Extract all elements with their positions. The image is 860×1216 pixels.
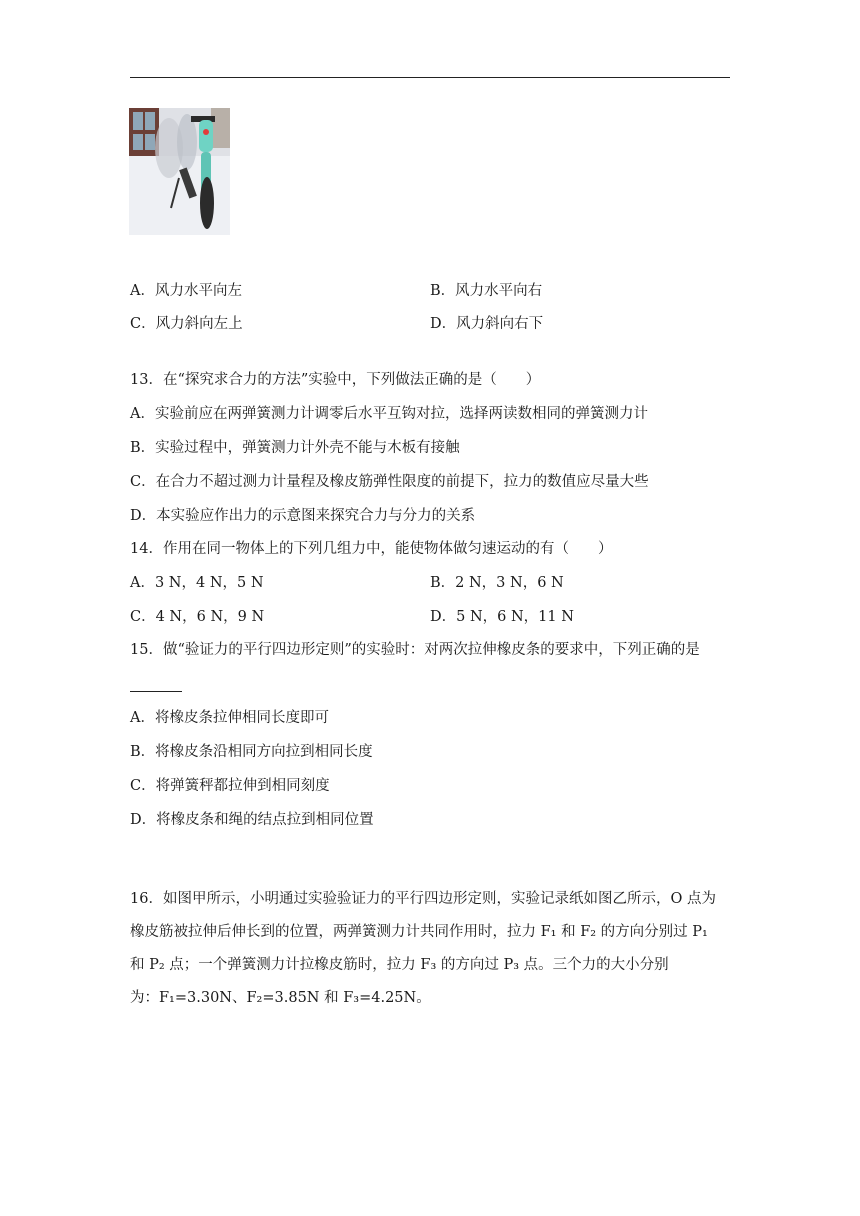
q15-stem: 15．做“验证力的平行四边形定则”的实验时：对两次拉伸橡皮条的要求中，下列正确的是 <box>130 642 700 658</box>
q14-option-d: D．5 N，6 N，11 N <box>430 609 574 625</box>
q12-option-d: D．风力斜向右下 <box>430 316 544 332</box>
q15-option-b: B．将橡皮条沿相同方向拉到相同长度 <box>130 744 373 760</box>
q14-stem: 14．作用在同一物体上的下列几组力中，能使物体做匀速运动的有（ ） <box>130 541 613 557</box>
q16-line-2: 橡皮筋被拉伸后伸长到的位置，两弹簧测力计共同作用时，拉力 F₁ 和 F₂ 的方向分别过 P₁ <box>130 924 708 940</box>
q16-line-1: 16．如图甲所示，小明通过实验验证力的平行四边形定则，实验记录纸如图乙所示，O 点为 <box>130 891 716 907</box>
q13-stem: 13．在“探究求合力的方法”实验中，下列做法正确的是（ ） <box>130 372 541 388</box>
bicycle-snow-image <box>129 108 230 235</box>
q16-line-4: 为：F₁=3.30N、F₂=3.85N 和 F₃=4.25N。 <box>130 990 431 1006</box>
q14-option-c: C．4 N，6 N，9 N <box>130 609 265 625</box>
q13-option-d: D．本实验应作出力的示意图来探究合力与分力的关系 <box>130 508 476 524</box>
q12-option-c: C．风力斜向左上 <box>130 316 243 332</box>
q15-option-d: D．将橡皮条和绳的结点拉到相同位置 <box>130 812 374 828</box>
q15-option-c: C．将弹簧秤都拉伸到相同刻度 <box>130 778 330 794</box>
q15-option-a: A．将橡皮条拉伸相同长度即可 <box>130 710 329 726</box>
header-rule <box>130 77 730 78</box>
q13-option-c: C．在合力不超过测力计量程及橡皮筋弹性限度的前提下，拉力的数值应尽量大些 <box>130 474 649 490</box>
q12-option-a: A．风力水平向左 <box>130 283 242 299</box>
q15-answer-blank <box>130 691 182 692</box>
q16-line-3: 和 P₂ 点；一个弹簧测力计拉橡皮筋时，拉力 F₃ 的方向过 P₃ 点。三个力的大小分别 <box>130 957 669 973</box>
q13-option-a: A．实验前应在两弹簧测力计调零后水平互钩对拉，选择两读数相同的弹簧测力计 <box>130 406 648 422</box>
q13-option-b: B．实验过程中，弹簧测力计外壳不能与木板有接触 <box>130 440 460 456</box>
q14-option-a: A．3 N，4 N，5 N <box>130 575 264 591</box>
bicycle-snow-photo <box>129 108 230 235</box>
q14-option-b: B．2 N，3 N，6 N <box>430 575 564 591</box>
q12-option-b: B．风力水平向右 <box>430 283 543 299</box>
